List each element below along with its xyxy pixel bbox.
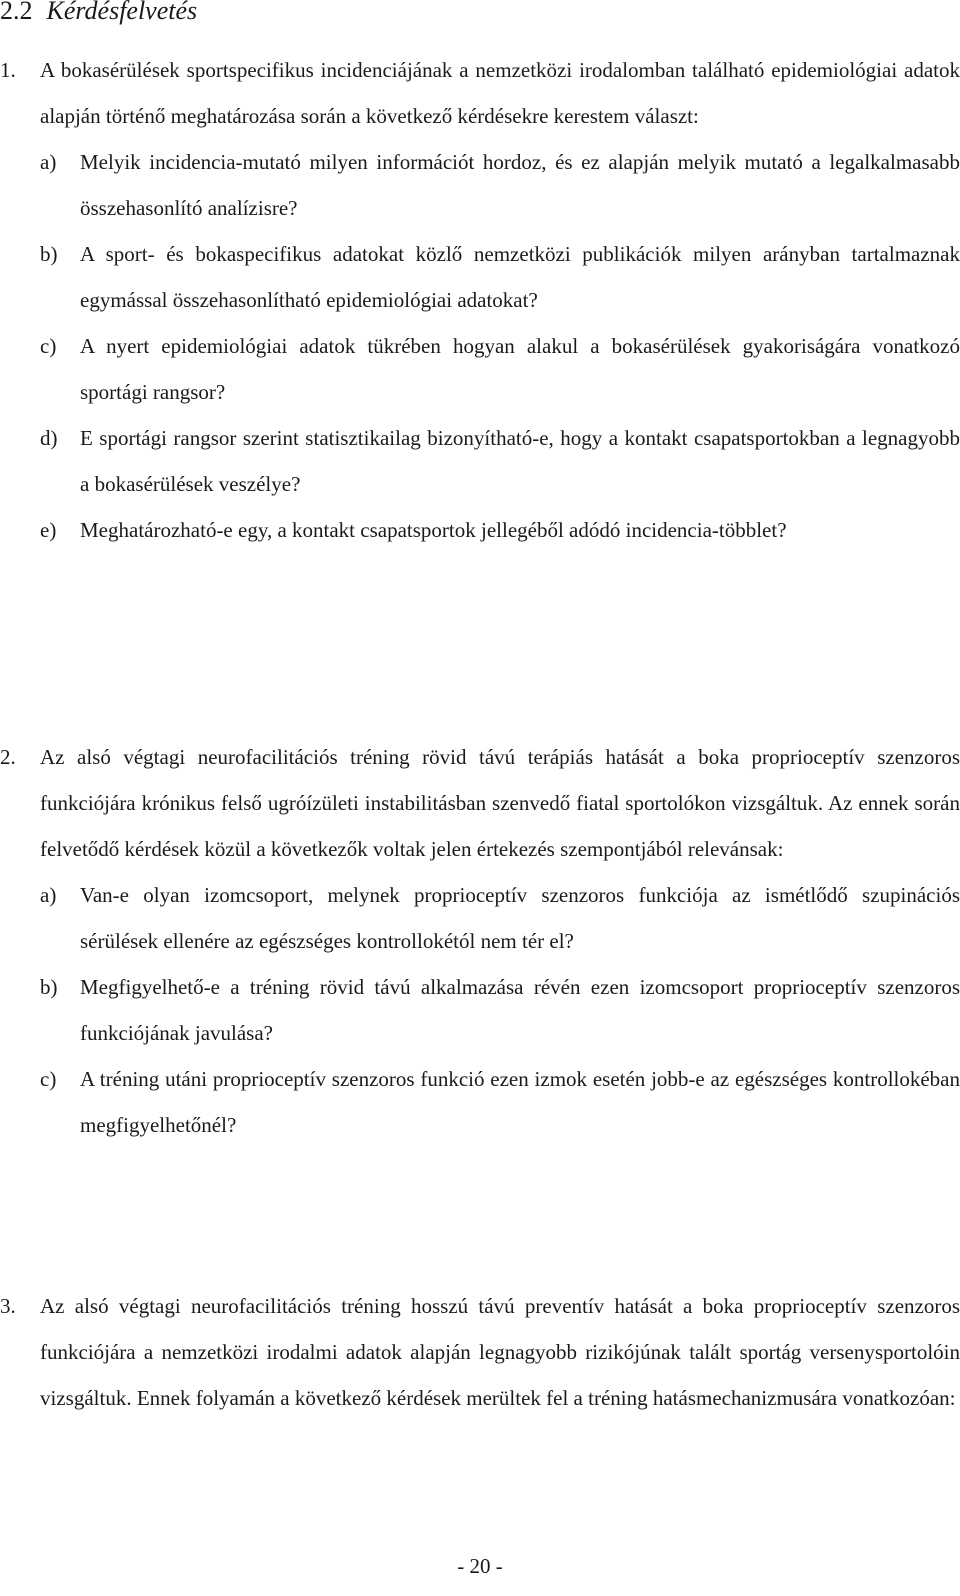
question-item-mark: d) bbox=[40, 426, 58, 450]
question-item bbox=[0, 323, 960, 415]
question-item-mark: a) bbox=[40, 883, 57, 907]
question-item-mark: c) bbox=[40, 334, 57, 358]
question-item bbox=[0, 231, 960, 323]
section-heading-number: 2.2 bbox=[0, 0, 33, 25]
section-heading bbox=[0, 0, 197, 34]
question-item bbox=[0, 415, 960, 507]
question-item-mark: c) bbox=[40, 1067, 57, 1091]
question-item bbox=[0, 1056, 960, 1148]
question-item-text: E sportági rangsor szerint statisztikailag bizonyítható-e, hogy a kontakt csapatsportokban a legnagyobb a bokasérülések veszélye? bbox=[80, 426, 960, 496]
question-group-intro-text: Az alsó végtagi neurofacilitációs tréning rövid távú terápiás hatását a boka proprioceptív szenzoros funkciójára krónikus felső ugróízületi instabilitásban szenvedő fiatal sportolókon vizsgáltuk. Az ennek során felvetődő kérdések közül a következők voltak jelen értekezés szempontjából relevánsak: bbox=[40, 745, 960, 861]
question-item-mark: b) bbox=[40, 242, 58, 266]
page-number: - 20 - bbox=[457, 1554, 503, 1578]
question-group-intro bbox=[0, 1283, 960, 1421]
question-item-text: A nyert epidemiológiai adatok tükrében hogyan alakul a bokasérülések gyakoriságára vonatkozó sportági rangsor? bbox=[80, 334, 960, 404]
question-item-mark: e) bbox=[40, 518, 57, 542]
question-group-number: 2. bbox=[0, 745, 16, 769]
question-item-mark: a) bbox=[40, 150, 57, 174]
question-group-2 bbox=[0, 734, 960, 1148]
question-item-text: Meghatározható-e egy, a kontakt csapatsportok jellegéből adódó incidencia-többlet? bbox=[80, 518, 787, 542]
question-item-text: Van-e olyan izomcsoport, melynek proprioceptív szenzoros funkciója az ismétlődő szupinációs sérülések ellenére az egészséges kontrollokétól nem tér el? bbox=[80, 883, 960, 953]
question-item-text: Melyik incidencia-mutató milyen információt hordoz, és ez alapján melyik mutató a legalkalmasabb összehasonlító analízisre? bbox=[80, 150, 960, 220]
question-group-number: 1. bbox=[0, 58, 16, 82]
question-group-3 bbox=[0, 1283, 960, 1421]
question-item-text: Megfigyelhető-e a tréning rövid távú alkalmazása révén ezen izomcsoport proprioceptív szenzoros funkciójának javulása? bbox=[80, 975, 960, 1045]
question-group-number: 3. bbox=[0, 1294, 16, 1318]
section-heading-title: Kérdésfelvetés bbox=[46, 0, 198, 25]
question-group-intro-text: A bokasérülések sportspecifikus incidenciájának a nemzetközi irodalomban található epidemiológiai adatok alapján történő meghatározása során a következő kérdésekre kerestem választ: bbox=[40, 58, 960, 128]
question-item bbox=[0, 507, 960, 553]
question-group-intro bbox=[0, 734, 960, 872]
question-item bbox=[0, 964, 960, 1056]
question-group-1 bbox=[0, 47, 960, 553]
question-item-text: A sport- és bokaspecifikus adatokat közlő nemzetközi publikációk milyen arányban tartalmaznak egymással összehasonlítható epidemiológiai adatokat? bbox=[80, 242, 960, 312]
question-item-mark: b) bbox=[40, 975, 58, 999]
question-group-intro bbox=[0, 47, 960, 139]
question-item bbox=[0, 872, 960, 964]
question-item bbox=[0, 139, 960, 231]
question-group-intro-text: Az alsó végtagi neurofacilitációs tréning hosszú távú preventív hatását a boka proprioceptív szenzoros funkciójára a nemzetközi irodalmi adatok alapján legnagyobb rizikójúnak talált sportág versenysportolóin vizsgáltuk. Ennek folyamán a következő kérdések merültek fel a tréning hatásmechanizmusára vonatkozóan: bbox=[40, 1294, 960, 1410]
question-item-text: A tréning utáni proprioceptív szenzoros funkció ezen izmok esetén jobb-e az egészséges kontrollokéban megfigyelhetőnél? bbox=[80, 1067, 960, 1137]
